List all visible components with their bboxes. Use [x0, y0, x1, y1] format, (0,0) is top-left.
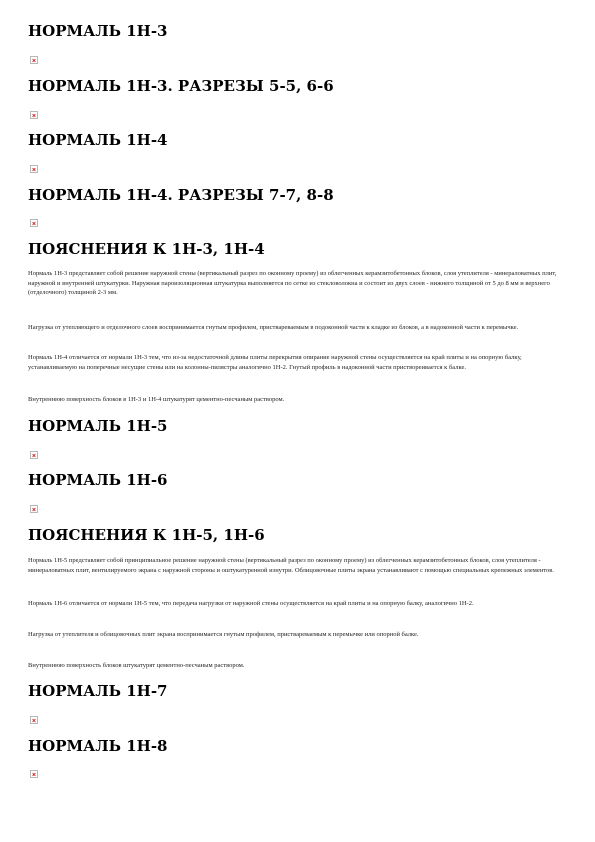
broken-image-icon [30, 505, 38, 513]
section-heading-1n4: НОРМАЛЬ 1Н-4 [28, 131, 168, 149]
section-heading-1n3-sections: НОРМАЛЬ 1Н-3. РАЗРЕЗЫ 5-5, 6-6 [28, 77, 334, 95]
section-heading-1n7: НОРМАЛЬ 1Н-7 [28, 682, 168, 700]
section-heading-1n8: НОРМАЛЬ 1Н-8 [28, 737, 168, 755]
section-heading-1n3: НОРМАЛЬ 1Н-3 [28, 22, 168, 40]
section-heading-notes-1n3-1n4: ПОЯСНЕНИЯ К 1Н-3, 1Н-4 [28, 240, 265, 258]
section-heading-notes-1n5-1n6: ПОЯСНЕНИЯ К 1Н-5, 1Н-6 [28, 526, 265, 544]
paragraph: Нагрузка от утеплителя и облицовочных плит экрана воспринимается гнутым профилем, приствареваемым к перемычке или опорной балке. [28, 631, 419, 638]
paragraph: Внутреннюю поверхность блоков в 1Н-3 и 1Н-4 штукатурят цементно-песчаным раствором. [28, 396, 285, 403]
section-heading-1n4-sections: НОРМАЛЬ 1Н-4. РАЗРЕЗЫ 7-7, 8-8 [28, 186, 334, 204]
section-heading-1n6: НОРМАЛЬ 1Н-6 [28, 471, 168, 489]
broken-image-icon [30, 56, 38, 64]
broken-image-icon [30, 770, 38, 778]
broken-image-icon [30, 219, 38, 227]
broken-image-icon [30, 716, 38, 724]
paragraph: Нормаль 1Н-4 отличается от нормали 1Н-3 тем, что из-за недостаточной длины плиты перекрытия опирание наружной стены осуществляется на край плиты и на опорную балку, устанавливаемую на поперечные несущие стены или на колонны-пилястры аналогично 1Н-2. Гнутый профиль в надоконной части приствореивается к балке. [28, 354, 522, 371]
broken-image-icon [30, 451, 38, 459]
paragraph: Нормаль 1Н-5 представляет собой принципиальное решение наружной стены (вертикальный разрез по оконному проему) из облегченных керамзитобетонных блоков, слоя утеплителя - минераловатных плит, вентилируемого экрана с наружной стороны и оштукатуренной изнутри. Облицовочные плиты экрана устанавливают с помощью специальных крепежных элементов. [28, 557, 554, 574]
broken-image-icon [30, 111, 38, 119]
paragraph: Внутреннюю поверхность блоков штукатурят цементно-песчаным раствором. [28, 662, 245, 669]
paragraph: Нормаль 1Н-3 представляет собой решение наружной стены (вертикальный разрез по оконному проему) из облегченных керамзитобетонных блоков, слоя утеплителя - минераловатных плит, наружной и внутренней штукатурки. Наружная пароизоляционная штукатурка выполняется по сетке из стекловолокна и состоит из двух слоев - нижнего толщиной от 5 до 8 мм и верхнего (отделочного) толщиной 2-3 мм. [28, 270, 557, 297]
section-heading-1n5: НОРМАЛЬ 1Н-5 [28, 417, 168, 435]
paragraph: Нагрузка от утепляющего и отделочного слоев воспринимается гнутым профилем, приствареваемым в подоконной части к кладке из блоков, а в надоконной части к перемычке. [28, 324, 519, 331]
paragraph: Нормаль 1Н-6 отличается от нормали 1Н-5 тем, что передача нагрузки от наружной стены осуществляется на край плиты и на опорную балку, аналогично 1Н-2. [28, 600, 474, 607]
broken-image-icon [30, 165, 38, 173]
